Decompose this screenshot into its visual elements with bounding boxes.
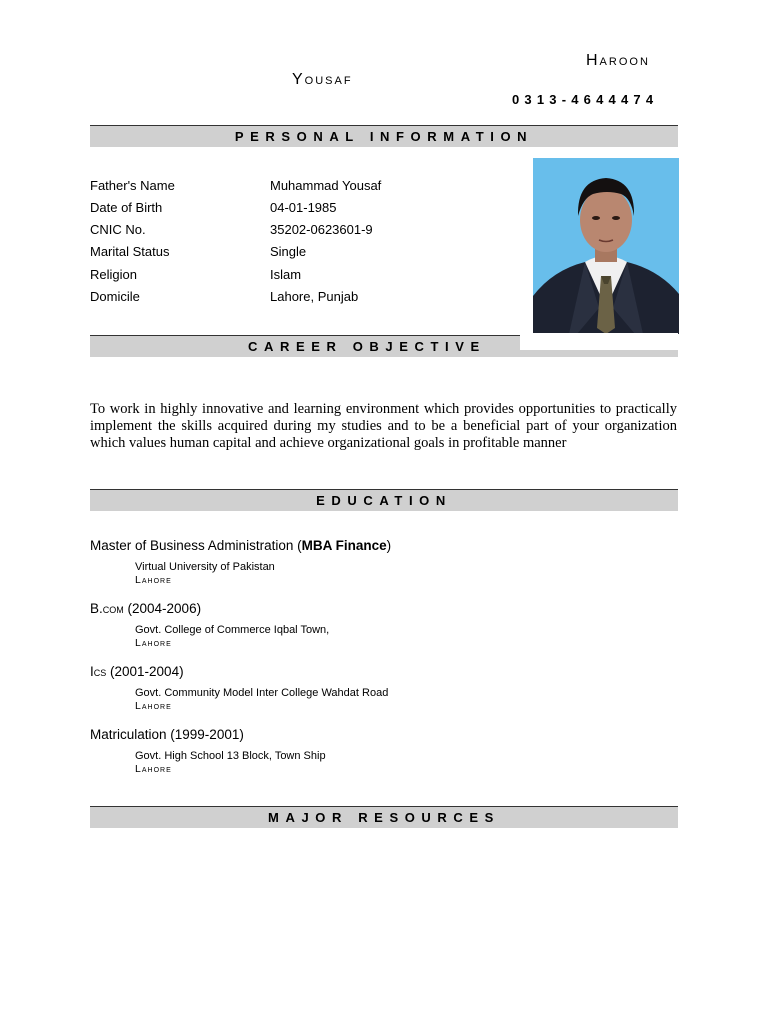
- degree-name: Matriculation: [90, 727, 167, 742]
- degree-suffix: (1999-2001): [166, 727, 244, 742]
- info-label: CNIC No.: [90, 222, 146, 237]
- section-personal-information: PERSONAL INFORMATION: [90, 125, 678, 147]
- degree-name: B.com: [90, 601, 124, 616]
- info-value: 04-01-1985: [270, 200, 337, 215]
- section-major-resources: MAJOR RESOURCES: [90, 806, 678, 828]
- education-degree-mba: [90, 538, 391, 553]
- education-degree-bcom: [90, 601, 201, 616]
- info-value: Single: [270, 244, 307, 259]
- institution-name: Virtual University of Pakistan: [135, 561, 275, 573]
- degree-suffix: (2004-2006): [123, 601, 202, 616]
- education-degree-matric: [90, 727, 244, 742]
- info-row-religion: [90, 267, 530, 289]
- institution-city: Lahore: [135, 637, 172, 649]
- education-institution-mba: [135, 561, 275, 587]
- degree-name: Ics: [90, 664, 107, 679]
- education-degree-ics: [90, 664, 184, 679]
- info-row-date-of-birth: [90, 200, 530, 222]
- career-objective-text: To work in highly innovative and learning environment which provides opportunities to practically implement the skills acquired during my studies and to be a beneficial part of your organization which values human capital and achieve organizational goals in profitable manner: [90, 401, 677, 451]
- institution-city: Lahore: [135, 763, 172, 775]
- institution-city: Lahore: [135, 574, 172, 586]
- section-career-objective: CAREER OBJECTIVE: [90, 335, 678, 357]
- first-name: Haroon: [586, 52, 650, 69]
- education-institution-matric: [135, 750, 326, 776]
- education-institution-bcom: [135, 624, 329, 650]
- info-row-cnic: [90, 222, 530, 244]
- info-label: Father's Name: [90, 178, 175, 193]
- band-notch: [520, 333, 678, 350]
- info-label: Date of Birth: [90, 200, 163, 215]
- info-label: Domicile: [90, 289, 140, 304]
- institution-name: Govt. Community Model Inter College Wahdat Road: [135, 687, 389, 699]
- education-institution-ics: [135, 687, 388, 713]
- info-value: Islam: [270, 267, 302, 282]
- profile-photo: [533, 158, 679, 334]
- info-value: 35202-0623601-9: [270, 222, 373, 237]
- last-name: Yousaf: [292, 71, 353, 88]
- phone-number: 0313-4644474: [512, 92, 659, 107]
- degree-suffix: ): [386, 538, 392, 553]
- info-value: Lahore, Punjab: [270, 289, 359, 304]
- institution-name: Govt. College of Commerce Iqbal Town,: [135, 624, 330, 636]
- degree-name: Master of Business Administration (: [90, 538, 302, 553]
- institution-city: Lahore: [135, 700, 172, 712]
- info-label: Religion: [90, 267, 137, 282]
- degree-emphasis: MBA Finance: [301, 538, 387, 553]
- info-value: Muhammad Yousaf: [270, 178, 382, 193]
- info-row-fathers-name: [90, 178, 530, 200]
- section-education: EDUCATION: [90, 489, 678, 511]
- info-row-marital-status: [90, 244, 530, 266]
- info-row-domicile: [90, 289, 530, 311]
- degree-suffix: (2001-2004): [106, 664, 184, 679]
- info-label: Marital Status: [90, 244, 170, 259]
- institution-name: Govt. High School 13 Block, Town Ship: [135, 750, 326, 762]
